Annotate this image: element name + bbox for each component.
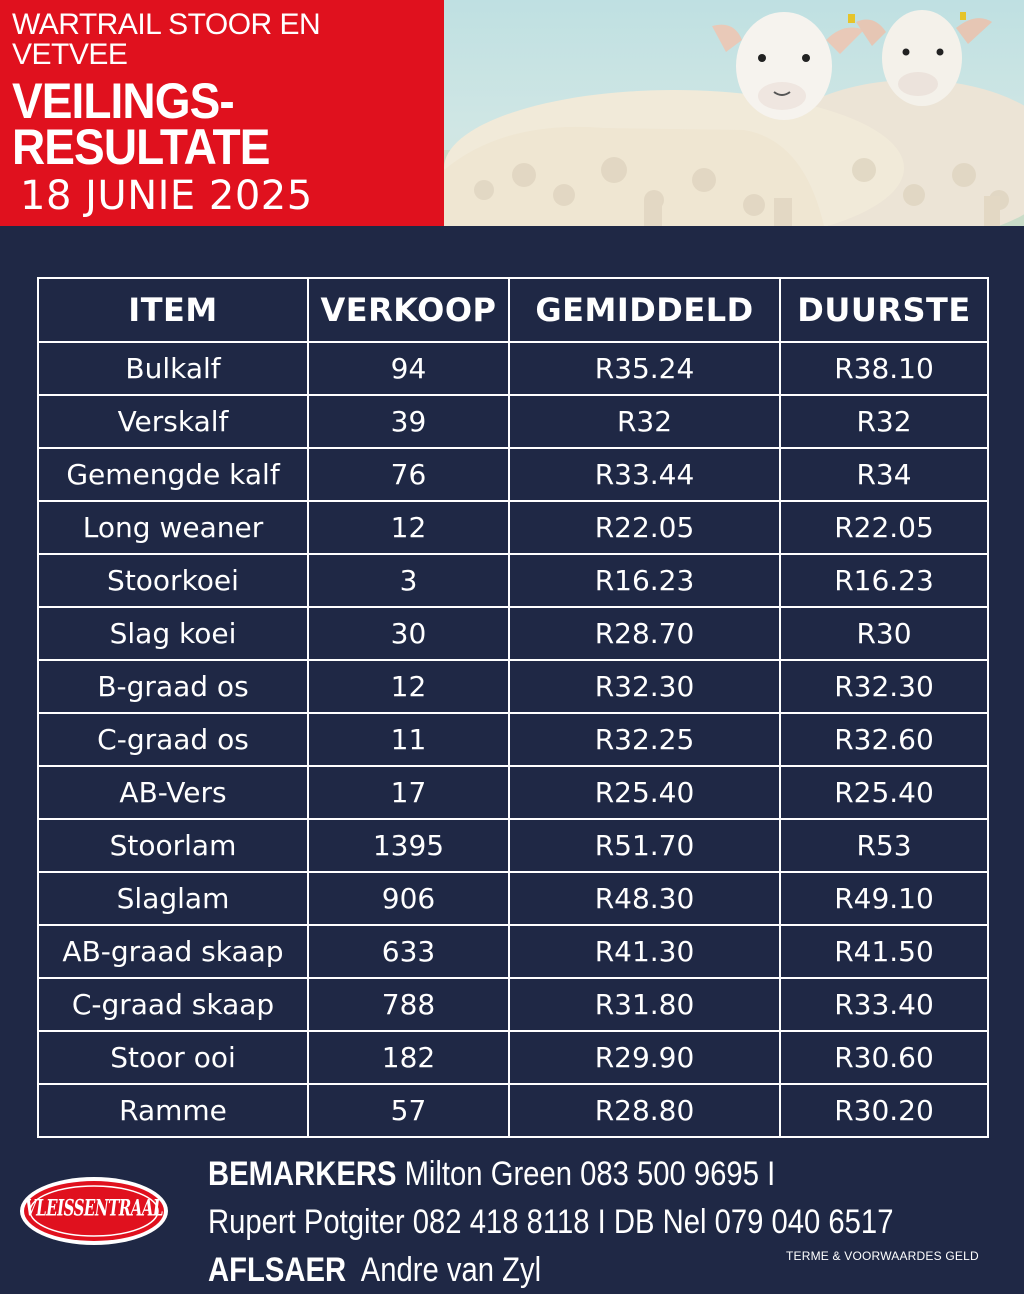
- cell-verkoop: 76: [308, 448, 509, 501]
- table-row: [38, 660, 988, 713]
- cell-duurste: R41.50: [780, 925, 988, 978]
- table-row: [38, 342, 988, 395]
- table-row: [38, 872, 988, 925]
- header: [0, 0, 1024, 226]
- cell-verkoop: 39: [308, 395, 509, 448]
- vleissentraal-logo: [18, 1175, 170, 1247]
- table-row: [38, 713, 988, 766]
- table-row: [38, 554, 988, 607]
- cell-gemiddeld: R22.05: [509, 501, 780, 554]
- cell-verkoop: 906: [308, 872, 509, 925]
- cell-item: B-graad os: [38, 660, 308, 713]
- results-table-wrapper: [37, 277, 987, 1138]
- cell-duurste: R30: [780, 607, 988, 660]
- cell-item: Bulkalf: [38, 342, 308, 395]
- terms-note: TERME & VOORWAARDES GELD: [786, 1249, 979, 1263]
- logo-text: VLEISSENTRAAL: [24, 1194, 164, 1222]
- cell-gemiddeld: R48.30: [509, 872, 780, 925]
- table-row: [38, 978, 988, 1031]
- cell-item: Slag koei: [38, 607, 308, 660]
- cell-gemiddeld: R41.30: [509, 925, 780, 978]
- cell-duurste: R30.60: [780, 1031, 988, 1084]
- table-row: [38, 925, 988, 978]
- cell-gemiddeld: R28.70: [509, 607, 780, 660]
- cell-item: Long weaner: [38, 501, 308, 554]
- column-header-verkoop: VERKOOP: [308, 278, 509, 342]
- cell-duurste: R32: [780, 395, 988, 448]
- cell-item: Verskalf: [38, 395, 308, 448]
- cell-duurste: R53: [780, 819, 988, 872]
- cell-duurste: R25.40: [780, 766, 988, 819]
- results-table: [37, 277, 989, 1138]
- title-line-2: RESULTATE: [12, 119, 270, 175]
- table-row: [38, 766, 988, 819]
- cell-item: Gemengde kalf: [38, 448, 308, 501]
- cell-gemiddeld: R33.44: [509, 448, 780, 501]
- cell-item: AB-Vers: [38, 766, 308, 819]
- table-row: [38, 607, 988, 660]
- aflsaer-name: Andre van Zyl: [360, 1251, 542, 1289]
- cell-duurste: R32.60: [780, 713, 988, 766]
- bemarkers-contact-1: Milton Green 083 500 9695 I: [404, 1155, 776, 1193]
- column-header-duurste: DUURSTE: [780, 278, 988, 342]
- cell-item: C-graad os: [38, 713, 308, 766]
- cell-item: Stoorkoei: [38, 554, 308, 607]
- cell-duurste: R49.10: [780, 872, 988, 925]
- aflsaer-label: AFLSAER: [208, 1251, 347, 1289]
- cell-duurste: R34: [780, 448, 988, 501]
- cell-verkoop: 30: [308, 607, 509, 660]
- cell-gemiddeld: R28.80: [509, 1084, 780, 1137]
- cell-gemiddeld: R29.90: [509, 1031, 780, 1084]
- table-row: [38, 395, 988, 448]
- cell-gemiddeld: R32: [509, 395, 780, 448]
- cell-gemiddeld: R32.30: [509, 660, 780, 713]
- cell-verkoop: 1395: [308, 819, 509, 872]
- table-row: [38, 1031, 988, 1084]
- cell-item: Stoorlam: [38, 819, 308, 872]
- cell-duurste: R38.10: [780, 342, 988, 395]
- table-row: [38, 448, 988, 501]
- title-line-1: VEILINGS-: [12, 73, 234, 129]
- table-body: [38, 342, 988, 1137]
- organisation-name: WARTRAIL STOOR EN VETVEE: [12, 8, 321, 71]
- table-header-row: [38, 278, 988, 342]
- sheep-illustration: [444, 0, 1024, 226]
- cell-verkoop: 182: [308, 1031, 509, 1084]
- auction-date: 18 JUNIE 2025: [20, 173, 313, 219]
- table-row: [38, 501, 988, 554]
- cell-item: Stoor ooi: [38, 1031, 308, 1084]
- cell-gemiddeld: R25.40: [509, 766, 780, 819]
- cell-verkoop: 3: [308, 554, 509, 607]
- cell-gemiddeld: R32.25: [509, 713, 780, 766]
- cell-duurste: R32.30: [780, 660, 988, 713]
- cell-item: C-graad skaap: [38, 978, 308, 1031]
- cell-item: Slaglam: [38, 872, 308, 925]
- cell-duurste: R33.40: [780, 978, 988, 1031]
- cell-verkoop: 57: [308, 1084, 509, 1137]
- cell-gemiddeld: R35.24: [509, 342, 780, 395]
- page-title: [12, 73, 398, 175]
- cell-verkoop: 11: [308, 713, 509, 766]
- cell-item: Ramme: [38, 1084, 308, 1137]
- cell-verkoop: 94: [308, 342, 509, 395]
- bemarkers-contact-2: Rupert Potgiter 082 418 8118 I DB Nel 079 040 6517: [208, 1203, 894, 1241]
- cell-duurste: R30.20: [780, 1084, 988, 1137]
- sheep-photo: [444, 0, 1024, 226]
- column-header-item: ITEM: [38, 278, 308, 342]
- cell-verkoop: 12: [308, 501, 509, 554]
- table-row: [38, 1084, 988, 1137]
- cell-verkoop: 12: [308, 660, 509, 713]
- cell-gemiddeld: R31.80: [509, 978, 780, 1031]
- cell-gemiddeld: R16.23: [509, 554, 780, 607]
- cell-item: AB-graad skaap: [38, 925, 308, 978]
- bemarkers-label: BEMARKERS: [208, 1155, 397, 1193]
- cell-duurste: R22.05: [780, 501, 988, 554]
- cell-verkoop: 633: [308, 925, 509, 978]
- bemarkers-line-1: [208, 1150, 862, 1198]
- aflsaer-line: [208, 1246, 862, 1294]
- cell-verkoop: 788: [308, 978, 509, 1031]
- cell-duurste: R16.23: [780, 554, 988, 607]
- cell-gemiddeld: R51.70: [509, 819, 780, 872]
- cell-verkoop: 17: [308, 766, 509, 819]
- title-panel: [0, 0, 444, 226]
- table-row: [38, 819, 988, 872]
- column-header-gemiddeld: GEMIDDELD: [509, 278, 780, 342]
